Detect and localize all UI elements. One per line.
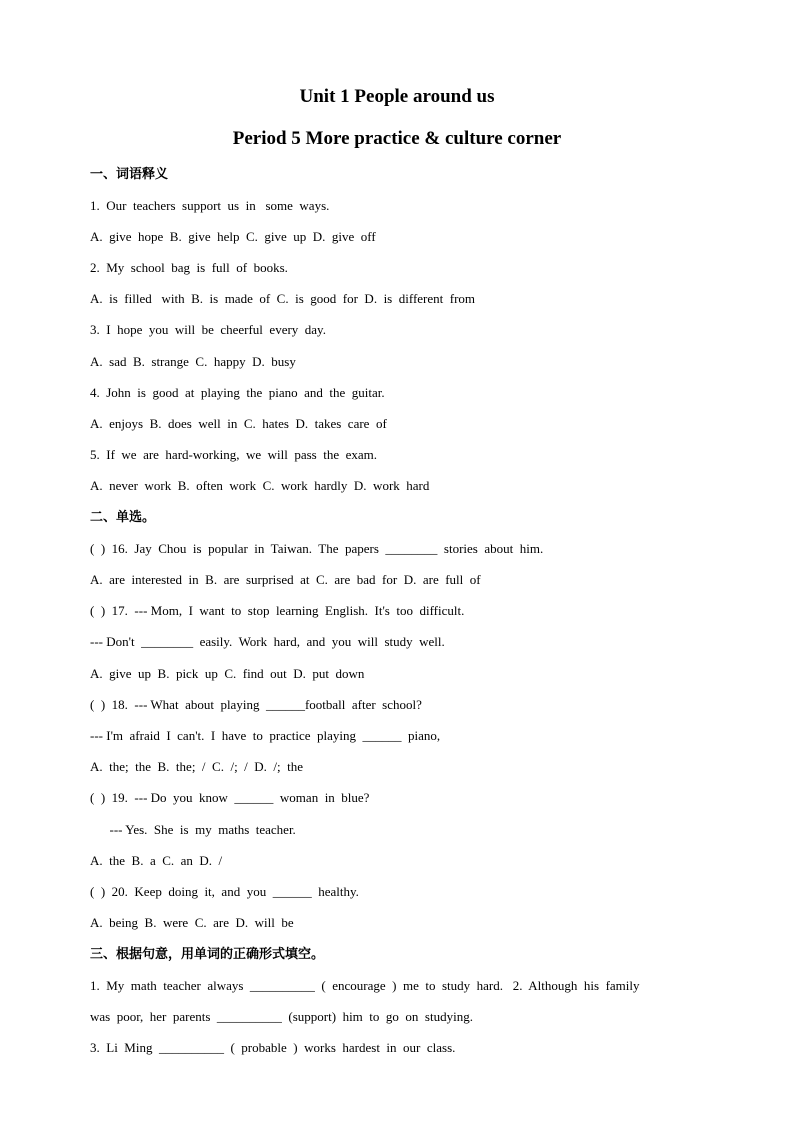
question-line: ( ) 16. Jay Chou is popular in Taiwan. The papers ________ stories about him. (90, 541, 544, 556)
question-line: 3. Li Ming __________ ( probable ) works hardest in our class. (90, 1040, 456, 1055)
question-line: 5. If we are hard-working, we will pass the exam. (90, 447, 377, 462)
question-line: 3. I hope you will be cheerful every day. (90, 322, 326, 337)
question-line: ( ) 18. --- What about playing ______football after school? (90, 697, 422, 712)
options-line: A. being B. were C. are D. will be (90, 915, 294, 930)
question-line: 1. Our teachers support us in some ways. (90, 198, 330, 213)
question-line: ( ) 19. --- Do you know ______ woman in blue? (90, 790, 370, 805)
options-line: A. give up B. pick up C. find out D. put down (90, 666, 365, 681)
page-title: Unit 1 People around us (299, 86, 495, 107)
question-line: --- Yes. She is my maths teacher. (90, 822, 296, 837)
question-line: --- Don't ________ easily. Work hard, and you will study well. (90, 634, 445, 649)
question-line: ( ) 17. --- Mom, I want to stop learning English. It's too difficult. (90, 603, 465, 618)
options-line: A. the B. a C. an D. / (90, 853, 223, 868)
section-heading-vocabulary: 一、词语释义 (90, 167, 169, 182)
options-line: A. is filled with B. is made of C. is good for D. is different from (90, 291, 476, 306)
question-line: --- I'm afraid I can't. I have to practice playing ______ piano, (90, 728, 441, 743)
options-line: A. never work B. often work C. work hardly D. work hard (90, 478, 430, 493)
options-line: A. the; the B. the; / C. /; / D. /; the (90, 759, 304, 774)
question-line: 2. My school bag is full of books. (90, 260, 288, 275)
section-heading-multiple-choice: 二、单选。 (90, 510, 156, 525)
question-line: 1. My math teacher always __________ ( encourage ) me to study hard. 2. Although his family (90, 978, 640, 993)
options-line: A. are interested in B. are surprised at C. are bad for D. are full of (90, 572, 481, 587)
section-heading-fill-in: 三、根据句意，用单词的正确形式填空。 (90, 947, 325, 962)
page-subtitle: Period 5 More practice & culture corner (232, 128, 562, 149)
options-line: A. give hope B. give help C. give up D. give off (90, 229, 376, 244)
question-line: ( ) 20. Keep doing it, and you ______ healthy. (90, 884, 359, 899)
question-line: 4. John is good at playing the piano and the guitar. (90, 385, 385, 400)
options-line: A. sad B. strange C. happy D. busy (90, 354, 296, 369)
question-line: was poor, her parents __________ (support) him to go on studying. (90, 1009, 473, 1024)
options-line: A. enjoys B. does well in C. hates D. takes care of (90, 416, 387, 431)
